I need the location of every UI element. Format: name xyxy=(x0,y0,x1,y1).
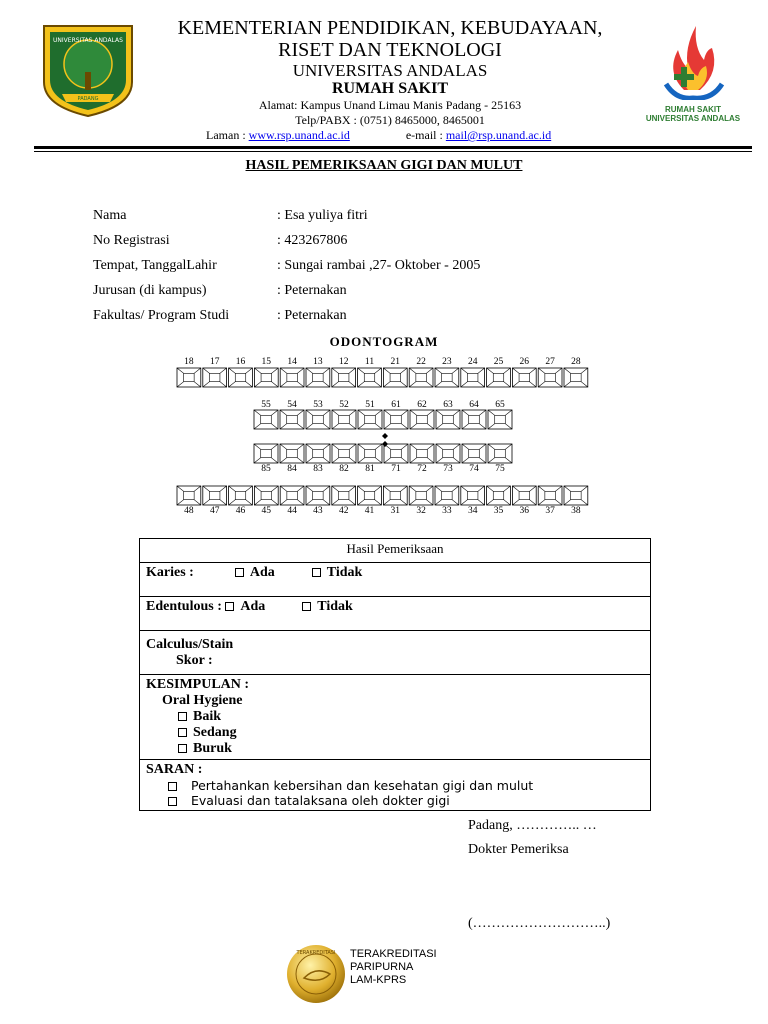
tooth[interactable] xyxy=(538,368,562,387)
tooth[interactable] xyxy=(306,368,330,387)
tooth[interactable] xyxy=(332,368,356,387)
tooth[interactable] xyxy=(306,444,330,463)
tooth[interactable] xyxy=(254,410,278,429)
tooth-number: 72 xyxy=(417,464,427,474)
checkbox-icon xyxy=(168,797,177,806)
tooth[interactable] xyxy=(280,410,304,429)
edentulous-ada[interactable]: Ada xyxy=(225,599,265,614)
tooth-number: 15 xyxy=(261,357,272,367)
tooth-number: 31 xyxy=(390,506,401,516)
header-ministry: KEMENTERIAN PENDIDIKAN, KEBUDAYAAN, xyxy=(177,17,603,39)
tooth[interactable] xyxy=(254,486,278,505)
tooth[interactable] xyxy=(410,444,434,463)
tooth[interactable] xyxy=(358,410,382,429)
tooth[interactable] xyxy=(306,486,330,505)
checkbox-icon xyxy=(168,782,177,791)
letterhead xyxy=(140,17,640,128)
tooth-number: 16 xyxy=(235,357,246,367)
web-label: Laman : xyxy=(206,128,249,142)
tooth-number: 27 xyxy=(545,357,555,367)
saran-item: Evaluasi dan tatalaksana oleh dokter gigi xyxy=(168,793,644,808)
saran-row xyxy=(140,760,651,811)
calculus-label: Calculus/Stain xyxy=(146,637,234,652)
tooth[interactable] xyxy=(254,368,278,387)
patient-value: : 423267806 xyxy=(277,233,348,248)
tooth[interactable] xyxy=(203,368,227,387)
tooth-number: 43 xyxy=(313,506,323,516)
tooth-number: 26 xyxy=(519,357,530,367)
tooth[interactable] xyxy=(564,368,588,387)
tooth-number: 46 xyxy=(235,506,246,516)
document-title: HASIL PEMERIKSAAN GIGI DAN MULUT xyxy=(245,158,523,173)
tooth-number: 42 xyxy=(338,506,349,516)
logo-text-bottom: PADANG xyxy=(77,96,99,102)
email-label: e-mail : xyxy=(405,128,446,142)
kesimpulan-label: KESIMPULAN : xyxy=(146,677,250,692)
patient-label: Tempat, TanggalLahir xyxy=(93,258,217,273)
tooth-number: 14 xyxy=(287,357,297,367)
tooth-number: 52 xyxy=(339,400,349,410)
header-contacts xyxy=(206,128,551,143)
tooth-number: 11 xyxy=(364,357,375,367)
oral-hygiene-option[interactable]: Sedang xyxy=(178,725,644,741)
rs-logo-line2: UNIVERSITAS ANDALAS xyxy=(645,114,741,123)
footer-line3: LAM-KPRS xyxy=(350,974,407,986)
midline-marker xyxy=(382,433,388,439)
tooth[interactable] xyxy=(229,486,253,505)
karies-tidak[interactable]: Tidak xyxy=(312,565,363,580)
tooth-number: 73 xyxy=(443,464,453,474)
results-table xyxy=(139,538,651,811)
karies-label: Karies : xyxy=(146,565,194,580)
unand-logo xyxy=(40,22,136,118)
tooth[interactable] xyxy=(383,368,407,387)
tooth-number: 62 xyxy=(417,400,427,410)
odontogram-title: ODONTOGRAM xyxy=(329,334,439,349)
patient-row xyxy=(93,233,348,258)
patient-label: Jurusan (di kampus) xyxy=(93,283,207,298)
tooth[interactable] xyxy=(383,486,407,505)
tooth[interactable] xyxy=(332,410,356,429)
tooth-number: 37 xyxy=(545,506,555,516)
tooth[interactable] xyxy=(462,444,486,463)
checkbox-icon xyxy=(178,712,187,721)
patient-label: No Registrasi xyxy=(93,233,170,248)
checkbox-icon xyxy=(178,744,187,753)
header-address: Alamat: Kampus Unand Limau Manis Padang - 25163 xyxy=(258,98,522,112)
checkbox-icon xyxy=(235,568,244,577)
tooth[interactable] xyxy=(358,486,382,505)
seal-text: TERAKREDITASI xyxy=(296,950,336,956)
patient-value: : Peternakan xyxy=(277,308,347,323)
signature-role: Dokter Pemeriksa xyxy=(468,842,569,857)
tooth[interactable] xyxy=(435,368,459,387)
saran-item: Pertahankan kebersihan dan kesehatan gigi dan mulut xyxy=(168,778,644,793)
tooth-number: 48 xyxy=(184,506,194,516)
tooth-number: 71 xyxy=(391,464,401,474)
tooth-number: 32 xyxy=(416,506,426,516)
signature-name-line: (………………………..) xyxy=(468,916,611,931)
tooth-number: 63 xyxy=(443,400,453,410)
edentulous-tidak[interactable]: Tidak xyxy=(302,599,353,614)
tooth-number: 34 xyxy=(467,506,478,516)
tooth[interactable] xyxy=(332,486,356,505)
tooth-number: 84 xyxy=(287,464,297,474)
odontogram-chart xyxy=(0,350,768,520)
tooth-number: 41 xyxy=(364,506,375,516)
footer-line1: TERAKREDITASI xyxy=(350,948,437,960)
tooth[interactable] xyxy=(280,486,304,505)
tooth[interactable] xyxy=(280,444,304,463)
tooth-number: 21 xyxy=(390,357,401,367)
tooth-number: 35 xyxy=(493,506,504,516)
checkbox-icon xyxy=(225,602,234,611)
edentulous-label: Edentulous : xyxy=(146,599,222,614)
rs-logo-line1: RUMAH SAKIT xyxy=(665,105,721,114)
tooth-number: 12 xyxy=(338,357,349,367)
results-header: Hasil Pemeriksaan xyxy=(140,539,651,563)
tooth-number: 24 xyxy=(467,357,478,367)
tooth-number: 51 xyxy=(365,400,375,410)
tooth[interactable] xyxy=(436,410,460,429)
tooth-number: 74 xyxy=(469,464,479,474)
tooth[interactable] xyxy=(229,368,253,387)
oral-hygiene-label: Oral Hygiene xyxy=(162,693,243,708)
skor-label: Skor : xyxy=(176,653,213,668)
tooth-number: 47 xyxy=(209,506,220,516)
karies-ada[interactable]: Ada xyxy=(235,565,275,580)
tooth[interactable] xyxy=(512,368,536,387)
tooth[interactable] xyxy=(384,444,408,463)
patient-row xyxy=(93,308,347,333)
patient-row xyxy=(93,283,347,308)
odontogram xyxy=(0,350,768,520)
accreditation-text xyxy=(350,948,437,987)
tooth-number: 81 xyxy=(365,464,375,474)
patient-row xyxy=(93,208,368,233)
accreditation-seal xyxy=(286,944,346,1004)
patient-label: Nama xyxy=(93,208,127,223)
tooth[interactable] xyxy=(487,486,511,505)
tooth-number: 38 xyxy=(571,506,581,516)
tooth-number: 18 xyxy=(184,357,194,367)
tooth[interactable] xyxy=(177,486,201,505)
tooth[interactable] xyxy=(564,486,588,505)
tooth-number: 36 xyxy=(519,506,530,516)
header-ministry-2: RISET DAN TEKNOLOGI xyxy=(278,39,502,61)
tooth[interactable] xyxy=(488,410,512,429)
tooth-number: 25 xyxy=(493,357,504,367)
patient-row xyxy=(93,258,481,283)
tooth[interactable] xyxy=(409,368,433,387)
calculus-row xyxy=(140,631,651,675)
tooth[interactable] xyxy=(254,444,278,463)
patient-info xyxy=(93,208,481,333)
tooth[interactable] xyxy=(488,444,512,463)
logo-text-top: UNIVERSITAS ANDALAS xyxy=(53,37,123,44)
checkbox-icon xyxy=(312,568,321,577)
tooth[interactable] xyxy=(384,410,408,429)
checkbox-icon xyxy=(178,728,187,737)
tooth-number: 53 xyxy=(313,400,323,410)
tooth[interactable] xyxy=(538,486,562,505)
header-university: UNIVERSITAS ANDALAS xyxy=(292,61,488,80)
tooth-number: 75 xyxy=(495,464,505,474)
edentulous-row xyxy=(140,597,651,631)
tooth-number: 64 xyxy=(469,400,479,410)
tooth[interactable] xyxy=(435,486,459,505)
karies-row xyxy=(140,563,651,597)
tooth-number: 28 xyxy=(571,357,581,367)
web-link[interactable]: www.rsp.unand.ac.id xyxy=(248,128,350,142)
tooth[interactable] xyxy=(177,368,201,387)
tooth[interactable] xyxy=(409,486,433,505)
tooth-number: 22 xyxy=(416,357,426,367)
tooth-number: 45 xyxy=(261,506,272,516)
tooth[interactable] xyxy=(461,368,485,387)
header-phone: Telp/PABX : (0751) 8465000, 8465001 xyxy=(295,113,485,127)
tooth-number: 85 xyxy=(261,464,271,474)
kesimpulan-row xyxy=(140,675,651,760)
tooth[interactable] xyxy=(358,368,382,387)
checkbox-icon xyxy=(302,602,311,611)
rs-logo xyxy=(632,20,754,124)
tooth[interactable] xyxy=(306,410,330,429)
patient-label: Fakultas/ Program Studi xyxy=(93,308,230,323)
tooth-number: 17 xyxy=(209,357,220,367)
tooth-number: 23 xyxy=(442,357,452,367)
tooth[interactable] xyxy=(512,486,536,505)
tooth-number: 54 xyxy=(287,400,297,410)
patient-value: : Peternakan xyxy=(277,283,347,298)
tooth[interactable] xyxy=(462,410,486,429)
email-link[interactable]: mail@rsp.unand.ac.id xyxy=(445,128,552,142)
signature-place-date: Padang, ………….. … xyxy=(468,818,597,833)
header-hospital: RUMAH SAKIT xyxy=(331,80,448,97)
header-rule-thick xyxy=(34,146,752,149)
tooth[interactable] xyxy=(436,444,460,463)
tooth[interactable] xyxy=(461,486,485,505)
tooth-number: 82 xyxy=(339,464,349,474)
oral-hygiene-option[interactable]: Baik xyxy=(178,709,644,725)
oral-hygiene-option[interactable]: Buruk xyxy=(178,741,644,757)
tooth[interactable] xyxy=(487,368,511,387)
tooth-number: 33 xyxy=(442,506,452,516)
tooth[interactable] xyxy=(280,368,304,387)
header-rule-thin xyxy=(34,151,752,152)
tooth-number: 13 xyxy=(313,357,323,367)
patient-value: : Esa yuliya fitri xyxy=(277,208,368,223)
tooth-number: 61 xyxy=(391,400,401,410)
tooth[interactable] xyxy=(410,410,434,429)
footer-line2: PARIPURNA xyxy=(350,961,414,973)
tooth[interactable] xyxy=(358,444,382,463)
tooth-number: 65 xyxy=(495,400,505,410)
saran-label: SARAN : xyxy=(146,762,203,777)
patient-value: : Sungai rambai ,27- Oktober - 2005 xyxy=(277,258,481,273)
tooth[interactable] xyxy=(203,486,227,505)
tooth[interactable] xyxy=(332,444,356,463)
tooth-number: 44 xyxy=(287,506,297,516)
tooth-number: 55 xyxy=(261,400,271,410)
tooth-number: 83 xyxy=(313,464,323,474)
